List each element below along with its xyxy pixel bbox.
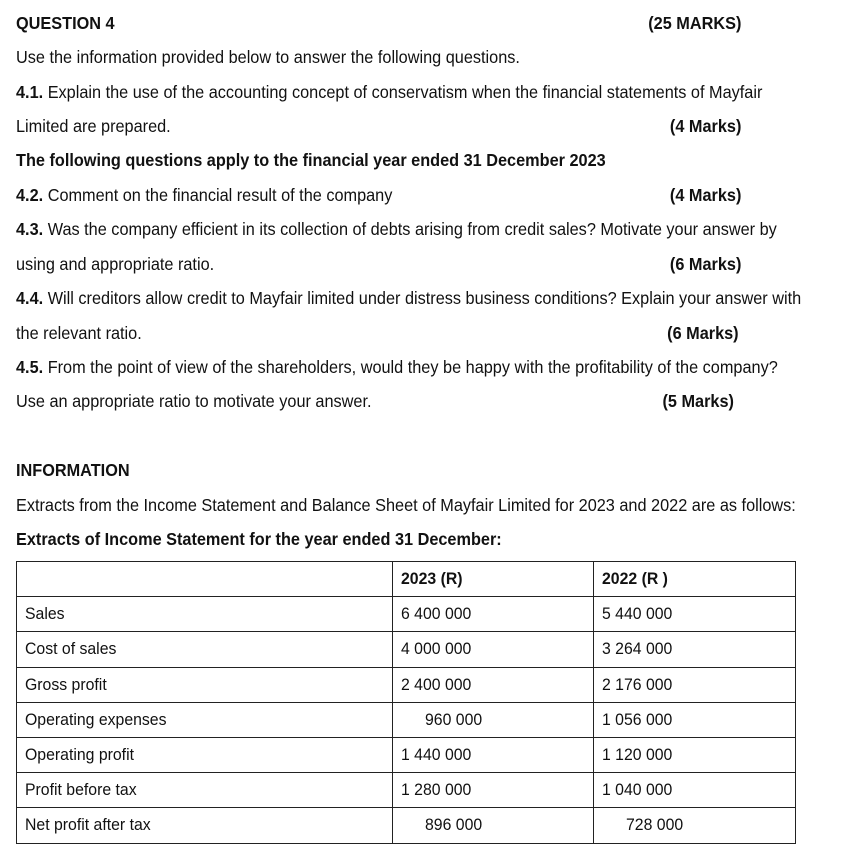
row-label: Profit before tax [17, 773, 393, 808]
q45-marks: (5 Marks) [662, 391, 734, 411]
table-row [17, 773, 796, 808]
q41-text-line2: Limited are prepared. [16, 116, 171, 136]
value-2023: 960 000 [392, 702, 594, 737]
q44-text-line1: Will creditors allow credit to Mayfair limited under distress business conditions? Explain your answer with [47, 288, 802, 308]
value-2022: 5 440 000 [594, 597, 796, 632]
q41-marks: (4 Marks) [669, 116, 742, 136]
row-label: Net profit after tax [17, 808, 393, 843]
row-label: Sales [17, 597, 393, 632]
row-label: Operating profit [17, 737, 393, 772]
table-row [17, 667, 796, 702]
value-2022: 2 176 000 [594, 667, 796, 702]
q45-text-line2: Use an appropriate ratio to motivate your answer. [16, 391, 372, 411]
q44-text-line2: the relevant ratio. [16, 323, 142, 343]
q44-line2 [16, 322, 741, 344]
q42-number: 4.2. [16, 185, 44, 205]
table-title: Extracts of Income Statement for the year ended 31 December: [16, 529, 502, 549]
table-row [17, 808, 796, 843]
header-cell-2022: 2022 (R ) [594, 562, 796, 597]
table-row [17, 737, 796, 772]
row-label: Cost of sales [17, 632, 393, 667]
q44-marks: (6 Marks) [667, 323, 739, 343]
value-2022: 1 120 000 [594, 737, 796, 772]
q42-line1 [16, 184, 741, 206]
q45-text-line1: From the point of view of the shareholders, would they be happy with the profitability of the company? [47, 357, 778, 377]
q43-marks: (6 Marks) [669, 254, 742, 274]
q45-number: 4.5. [16, 357, 44, 377]
q43-number: 4.3. [16, 219, 44, 239]
value-2022: 1 040 000 [594, 773, 796, 808]
table-row [17, 632, 796, 667]
q43-line1 [16, 218, 777, 240]
q41-line1 [16, 81, 763, 103]
q41-text-line1: Explain the use of the accounting concept of conservatism when the financial statements of Mayfair [47, 82, 763, 102]
value-2022: 1 056 000 [594, 702, 796, 737]
question-title: QUESTION 4 [16, 13, 115, 33]
value-2023: 896 000 [392, 808, 594, 843]
subheading: The following questions apply to the financial year ended 31 December 2023 [16, 150, 606, 170]
q45-line2 [16, 390, 741, 412]
table-header-row [17, 562, 796, 597]
value-2023: 6 400 000 [392, 597, 594, 632]
q43-text-line1: Was the company efficient in its collection of debts arising from credit sales? Motivate your answer by [47, 219, 777, 239]
q44-number: 4.4. [16, 288, 44, 308]
q41-number: 4.1. [16, 82, 44, 102]
q43-line2 [16, 253, 741, 275]
value-2023: 2 400 000 [392, 667, 594, 702]
q42-text-line1: Comment on the financial result of the company [47, 185, 393, 205]
q45-line1 [16, 356, 778, 378]
question-title-line [16, 12, 741, 34]
question-intro: Use the information provided below to answer the following questions. [16, 47, 520, 67]
value-2023: 4 000 000 [392, 632, 594, 667]
value-2023: 1 280 000 [392, 773, 594, 808]
table-row [17, 702, 796, 737]
table-row [17, 597, 796, 632]
value-2022: 3 264 000 [594, 632, 796, 667]
value-2023: 1 440 000 [392, 737, 594, 772]
q43-text-line2: using and appropriate ratio. [16, 254, 215, 274]
q44-line1 [16, 287, 802, 309]
income-statement-table [16, 561, 796, 844]
row-label: Gross profit [17, 667, 393, 702]
question-total-marks: (25 MARKS) [648, 13, 742, 33]
q41-line2 [16, 115, 741, 137]
value-2022: 728 000 [594, 808, 796, 843]
row-label: Operating expenses [17, 702, 393, 737]
information-text: Extracts from the Income Statement and Balance Sheet of Mayfair Limited for 2023 and 2022 are as follows: [16, 495, 796, 515]
information-heading: INFORMATION [16, 460, 130, 480]
q42-marks: (4 Marks) [669, 185, 742, 205]
header-cell-2023: 2023 (R) [392, 562, 594, 597]
header-cell-label [17, 562, 393, 597]
